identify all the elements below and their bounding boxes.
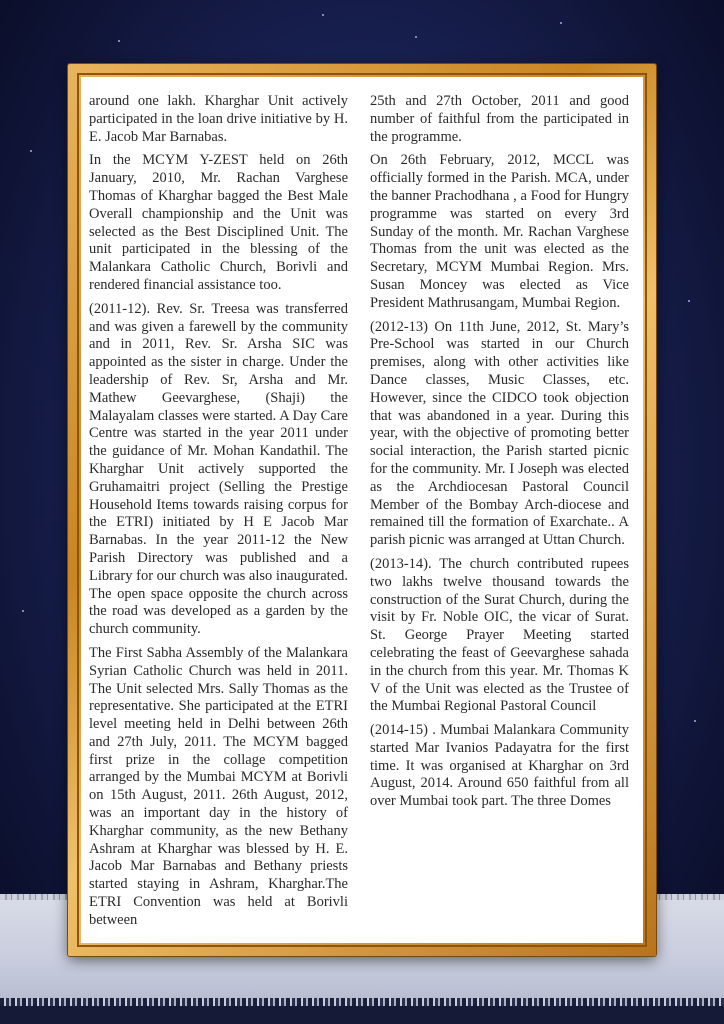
star-decoration	[694, 720, 696, 722]
star-decoration	[415, 36, 417, 38]
star-decoration	[688, 300, 690, 302]
star-decoration	[30, 150, 32, 152]
paragraph: (2013-14). The church contributed rupees two lakhs twelve thousand towards the construction of the Surat Church, during the visit by Fr. Noble OIC, the vicar of Surat. St. George Prayer Meeting started celebrating the feast of Geevarghese sahada in the church from this year. Mr. Thomas K V of the Unit was elected as the Trustee of the Mumbai Regional Pastoral Council	[370, 555, 629, 715]
paragraph: 25th and 27th October, 2011 and good number of faithful from the participated in the programme.	[370, 93, 629, 145]
star-decoration	[322, 14, 324, 16]
paragraph: The First Sabha Assembly of the Malankara Syrian Catholic Church was held in 2011. The Unit selected Mrs. Sally Thomas as the representative. She participated at the ETRI level meeting held in Delhi between 26th and 27th July, 2011. The MCYM bagged first prize in the collage competition arranged by the Mumbai MCYM at Borivli on 15th August, 2011. 26th August, 2012, was an important day in the history of Kharghar community, as the new Bethany Ashram at Kharghar was blessed by H. E. Jacob Mar Barnabas and Bethany priests started staying in Ashram, Kharghar.The ETRI Convention was held at Borivli between	[89, 644, 348, 928]
paragraph: (2014-15) . Mumbai Malankara Community started Mar Ivanios Padayatra for the first time. It was organised at Kharghar on 3rd August, 2014. Around 650 faithful from all over Mumbai took part. The three Domes	[370, 722, 629, 810]
paragraph: around one lakh. Kharghar Unit actively participated in the loan drive initiative by H. E. Jacob Mar Barnabas.	[89, 93, 348, 145]
paragraph: (2011-12). Rev. Sr. Treesa was transferred and was given a farewell by the community and in 2011, Rev. Sr. Arsha SIC was appointed as the sister in charge. Under the leadership of Rev. Sr, Arsha and Mr. Mathew Geevarghese, (Shaji) the Malayalam classes were started. A Day Care Centre was started in the year 2011 under the guidance of Mr. Mohan Kandathil. The Kharghar Unit actively supported the Gruhamaitri project (Selling the Prestige Household Items towards raising corpus for the ETRI) initiated by H E Jacob Mar Barnabas. In the year 2011-12 the New Parish Directory was published and a Library for our church was also inaugurated. The open space opposite the church across the road was developed as a garden by the church community.	[89, 300, 348, 638]
two-column-text	[89, 93, 635, 943]
text-page	[81, 77, 643, 943]
right-column	[370, 93, 629, 943]
star-decoration	[22, 610, 24, 612]
star-decoration	[118, 40, 120, 42]
star-decoration	[560, 22, 562, 24]
paragraph: In the MCYM Y-ZEST held on 26th January, 2010, Mr. Rachan Varghese Thomas of Kharghar bagged the Best Male Overall championship and the Unit was selected as the Best Disciplined Unit. The unit participated in the blessing of the Malankara Catholic Church, Borivli and rendered financial assistance too.	[89, 152, 348, 293]
paragraph: On 26th February, 2012, MCCL was officially formed in the Parish. MCA, under the banner Prachodhana , a Food for Hungry programme was started on every 3rd Sunday of the month. Mr. Rachan Varghese Thomas from the unit was elected as the Secretary, MCYM Mumbai Region. Mrs. Susan Moncey was elected as Vice President Mathrusangam, Mumbai Region.	[370, 152, 629, 311]
left-column	[89, 93, 348, 943]
bottom-strip	[0, 1006, 724, 1024]
gold-picture-frame	[68, 64, 656, 956]
paragraph: (2012-13) On 11th June, 2012, St. Mary’s Pre-School was started in our Church premises, along with other activities like Dance classes, Music Classes, etc. However, since the CIDCO took objection that was abandoned in a year. During this year, with the objective of promoting better social interaction, the Parish started picnic for the community. Mr. I Joseph was elected as the Archdiocesan Pastoral Council Member of the Bombay Arch-diocese and remained till the formation of Exarchate.. A parish picnic was arranged at Uttan Church.	[370, 318, 629, 549]
